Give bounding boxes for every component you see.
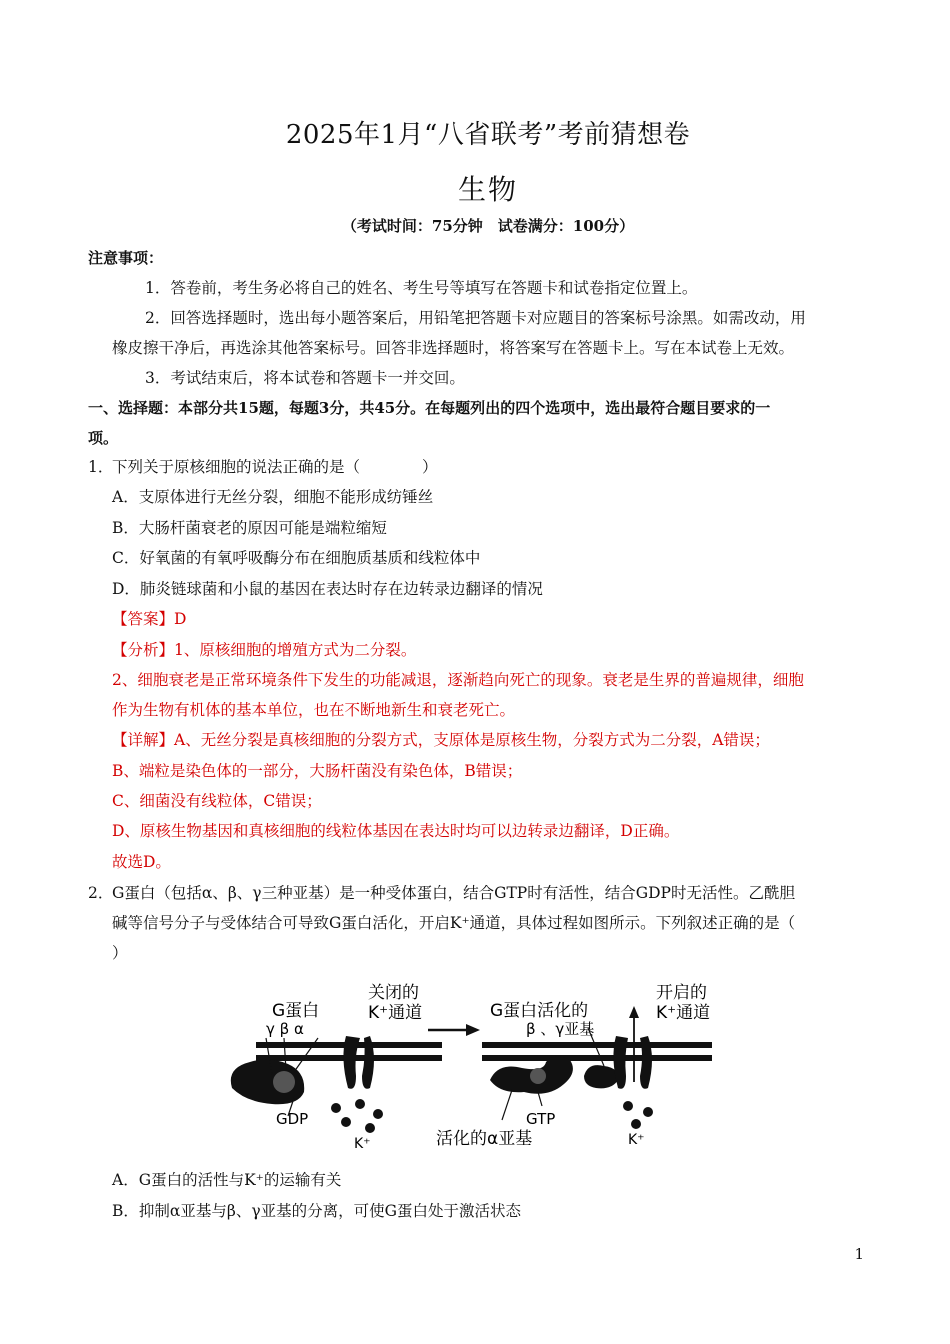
q1-option-a: A．支原体进行无丝分裂，细胞不能形成纺锤丝 (112, 488, 434, 506)
q1-analysis-2: 2、细胞衰老是正常环境条件下发生的功能减退，逐渐趋向死亡的现象。衰老是生界的普遍规律，细胞 (112, 671, 804, 689)
inactive-g-protein (231, 1038, 318, 1116)
exam-info: （考试时间：75分钟 试卷满分：100分） (341, 217, 635, 235)
label-k-right: K⁺ (628, 1132, 645, 1148)
q1-detail-d: D、原核生物基因和真核细胞的线粒体基因在表达时均可以边转录边翻译，D正确。 (112, 822, 680, 840)
label-active-alpha: 活化的α亚基 (436, 1129, 533, 1149)
q1-option-d: D．肺炎链球菌和小鼠的基因在表达时存在边转录边翻译的情况 (112, 580, 543, 598)
q2-stem-3: ） (112, 944, 128, 962)
label-g-protein: G蛋白 (272, 1001, 320, 1021)
label-subunits: γ β α (266, 1020, 304, 1038)
q1-detail-c: C、细菌没有线粒体，C错误； (112, 792, 322, 810)
page-number: 1 (854, 1245, 864, 1263)
notice-item-3: 3．考试结束后，将本试卷和答题卡一并交回。 (145, 369, 465, 387)
k-ions-left (331, 1099, 383, 1133)
g-protein-diagram (228, 980, 748, 1150)
section-heading-cont: 项。 (88, 429, 119, 447)
label-gdp: GDP (276, 1110, 309, 1128)
q1-conclusion: 故选D。 (112, 853, 171, 871)
q1-number: 1． (88, 458, 114, 476)
q1-option-b: B．大肠杆菌衰老的原因可能是端粒缩短 (112, 519, 387, 537)
q2-stem-2: 碱等信号分子与受体结合可导致G蛋白活化，开启K⁺通道，具体过程如图所示。下列叙述正确的是（ (112, 914, 796, 932)
q1-detail-a: 【详解】A、无丝分裂是真核细胞的分裂方式，支原体是原核生物，分裂方式为二分裂，A错误； (112, 731, 770, 749)
transition-arrow (428, 1024, 480, 1036)
q1-detail-b: B、端粒是染色体的一部分，大肠杆菌没有染色体，B错误； (112, 762, 523, 780)
q2-option-b: B．抑制α亚基与β、γ亚基的分离，可使G蛋白处于激活状态 (112, 1202, 521, 1220)
q1-answer: 【答案】D (112, 610, 187, 628)
notice-heading: 注意事项： (88, 249, 164, 267)
label-closed-1: 关闭的 (368, 983, 419, 1003)
membrane-right (482, 1042, 712, 1061)
label-activated-2: β 、γ亚基 (526, 1020, 595, 1038)
k-ions-right (623, 1101, 653, 1129)
section-heading: 一、选择题：本部分共15题，每题3分，共45分。在每题列出的四个选项中，选出最符合题目要求的一 (88, 399, 771, 417)
q2-option-a: A．G蛋白的活性与K⁺的运输有关 (112, 1171, 342, 1189)
label-open-2: K⁺通道 (656, 1003, 711, 1023)
label-closed-2: K⁺通道 (368, 1003, 423, 1023)
subject-title: 生物 (457, 173, 518, 206)
label-k-left: K⁺ (354, 1136, 371, 1150)
q1-option-c: C．好氧菌的有氧呼吸酶分布在细胞质基质和线粒体中 (112, 549, 481, 567)
notice-item-2-cont: 橡皮擦干净后，再选涂其他答案标号。回答非选择题时，将答案写在答题卡上。写在本试卷上无效。 (112, 339, 795, 357)
q2-number: 2． (88, 884, 114, 902)
label-open-1: 开启的 (656, 983, 707, 1003)
notice-item-1: 1．答卷前，考生务必将自己的姓名、考生号等填写在答题卡和试卷指定位置上。 (145, 279, 698, 297)
q1-stem: 下列关于原核细胞的说法正确的是（ ） (112, 458, 438, 476)
q1-analysis-1: 【分析】1、原核细胞的增殖方式为二分裂。 (112, 641, 417, 659)
q1-analysis-3: 作为生物有机体的基本单位，也在不断地新生和衰老死亡。 (112, 701, 516, 719)
label-gtp: GTP (526, 1110, 556, 1128)
page-title: 2025年1月“八省联考”考前猜想卷 (285, 120, 691, 150)
label-activated-1: G蛋白活化的 (490, 1001, 589, 1021)
q2-stem-1: G蛋白（包括α、β、γ三种亚基）是一种受体蛋白，结合GTP时有活性，结合GDP时无活性。乙酰胆 (112, 884, 795, 902)
notice-item-2: 2．回答选择题时，选出每小题答案后，用铅笔把答题卡对应题目的答案标号涂黑。如需改动，用 (145, 309, 806, 327)
